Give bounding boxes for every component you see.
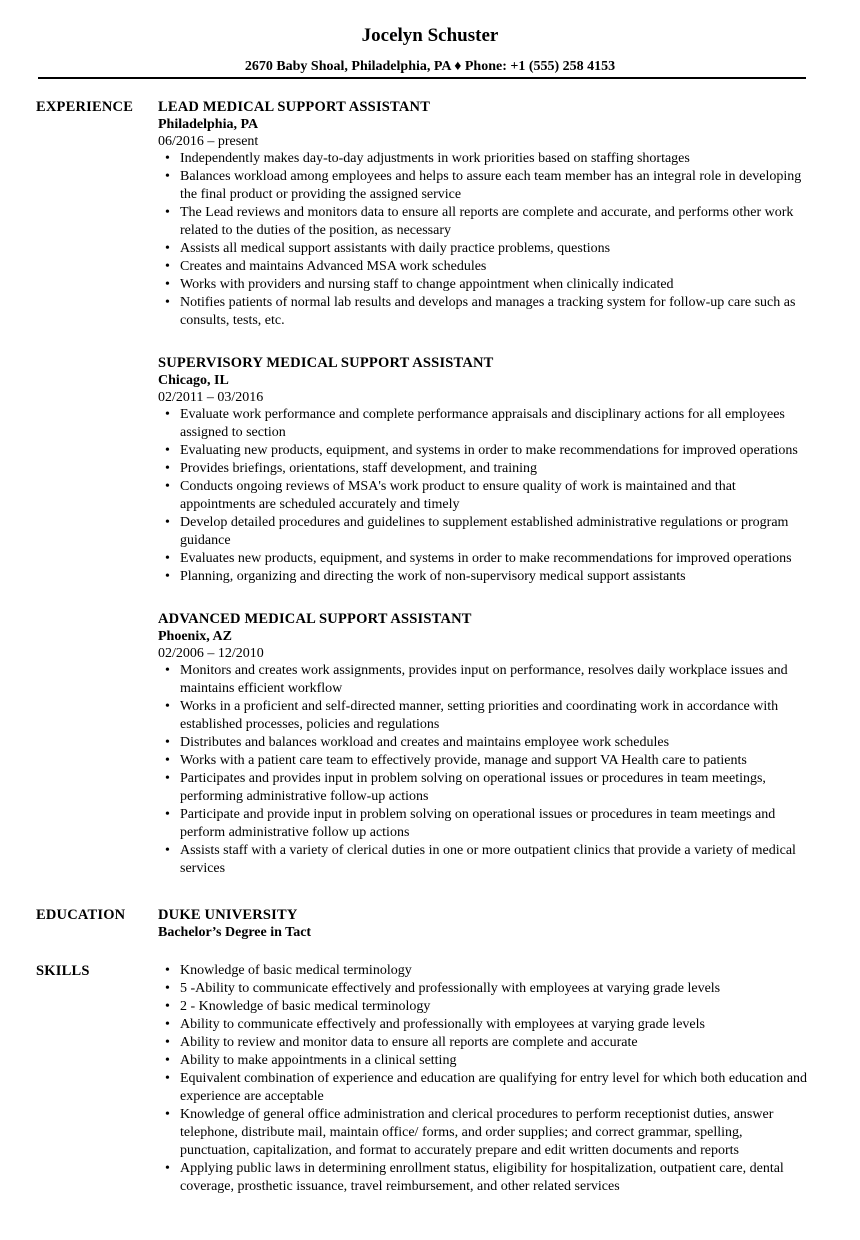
job-bullet: • Independently makes day-to-day adjustments in work priorities based on staffing shortages <box>180 150 808 168</box>
experience-body <box>158 98 808 878</box>
skill-item: • 2 - Knowledge of basic medical terminology <box>180 998 808 1016</box>
job-bullet: • Works in a proficient and self-directed manner, setting priorities and coordinating work in accordance with established processes, policies and regulations <box>180 698 808 734</box>
job-bullet: • Evaluate work performance and complete performance appraisals and disciplinary actions for all employees assigned to section <box>180 406 808 442</box>
skills-section <box>0 962 860 1196</box>
job-bullet: • Participates and provides input in problem solving on operational issues or procedures in team meetings, performing administrative follow-up actions <box>180 770 808 806</box>
job-entry <box>158 354 808 586</box>
job-bullet: • Participate and provide input in problem solving on operational issues or procedures in team meetings and perform administrative follow up actions <box>180 806 808 842</box>
job-bullet: • Evaluating new products, equipment, and systems in order to make recommendations for improved operations <box>180 442 808 460</box>
job-bullet: • Develop detailed procedures and guidelines to supplement established administrative regulations or program guidance <box>180 514 808 550</box>
job-entry <box>158 610 808 878</box>
skill-item: • Knowledge of basic medical terminology <box>180 962 808 980</box>
job-bullet: • Conducts ongoing reviews of MSA's work product to ensure quality of work is maintained and that appointments are scheduled accurately and timely <box>180 478 808 514</box>
job-location: Phoenix, AZ <box>158 629 232 644</box>
job-bullets <box>158 406 808 586</box>
header-divider <box>38 77 806 79</box>
job-bullet: • Planning, organizing and directing the work of non-supervisory medical support assistants <box>180 568 808 586</box>
skill-item: • Knowledge of general office administration and clerical procedures to perform receptionist duties, answer telephone, distribute mail, maintain office/ forms, and order supplies; and correct grammar, spelling, punctuation, capitalization, and format to accurately prepare and edit written documents and reports <box>180 1106 808 1160</box>
job-dates: 02/2011 – 03/2016 <box>158 390 264 405</box>
job-dates: 06/2016 – present <box>158 134 259 149</box>
skills-heading: SKILLS <box>36 963 90 979</box>
job-location: Philadelphia, PA <box>158 117 259 132</box>
skill-item: • Ability to communicate effectively and professionally with employees at varying grade levels <box>180 1016 808 1034</box>
job-bullet: • Notifies patients of normal lab results and develops and manages a tracking system for follow-up care such as consults, tests, etc. <box>180 294 808 330</box>
job-entry <box>158 98 808 330</box>
education-heading: EDUCATION <box>36 907 126 923</box>
job-bullet: • Works with a patient care team to effectively provide, manage and support VA Health care to patients <box>180 752 808 770</box>
job-bullet: • The Lead reviews and monitors data to ensure all reports are complete and accurate, and performs other work related to the duties of the position, as necessary <box>180 204 808 240</box>
job-title: SUPERVISORY MEDICAL SUPPORT ASSISTANT <box>158 355 494 371</box>
skill-item: • Ability to review and monitor data to ensure all reports are complete and accurate <box>180 1034 808 1052</box>
candidate-name: Jocelyn Schuster <box>361 25 499 46</box>
job-bullet: • Evaluates new products, equipment, and systems in order to make recommendations for improved operations <box>180 550 808 568</box>
education-body <box>158 906 808 942</box>
skills-list <box>158 962 808 1196</box>
degree: Bachelor’s Degree in Tact <box>158 925 312 940</box>
job-location: Chicago, IL <box>158 373 229 388</box>
job-bullet: • Creates and maintains Advanced MSA work schedules <box>180 258 808 276</box>
job-bullet: • Provides briefings, orientations, staff development, and training <box>180 460 808 478</box>
job-bullet: • Works with providers and nursing staff to change appointment when clinically indicated <box>180 276 808 294</box>
skill-item: • Applying public laws in determining enrollment status, eligibility for hospitalization, outpatient care, dental coverage, prosthetic issuance, travel reimbursement, and other related services <box>180 1160 808 1196</box>
job-bullet: • Distributes and balances workload and creates and maintains employee work schedules <box>180 734 808 752</box>
education-section <box>0 906 860 942</box>
job-dates: 02/2006 – 12/2010 <box>158 646 264 661</box>
resume-content <box>0 98 860 1196</box>
experience-section <box>0 98 860 878</box>
contact-line: 2670 Baby Shoal, Philadelphia, PA ♦ Phone: +1 (555) 258 4153 <box>244 59 616 74</box>
skill-item: • Equivalent combination of experience and education are qualifying for entry level for which both education and experience are acceptable <box>180 1070 808 1106</box>
job-bullets <box>158 150 808 330</box>
school-name: DUKE UNIVERSITY <box>158 907 298 923</box>
job-bullet: • Assists all medical support assistants with daily practice problems, questions <box>180 240 808 258</box>
experience-heading: EXPERIENCE <box>36 99 134 115</box>
skill-item: • Ability to make appointments in a clinical setting <box>180 1052 808 1070</box>
skills-body <box>158 962 808 1196</box>
job-bullet: • Balances workload among employees and helps to assure each team member has an integral role in developing the final product or providing the assigned service <box>180 168 808 204</box>
job-bullet: • Assists staff with a variety of clerical duties in one or more outpatient clinics that provide a variety of medical services <box>180 842 808 878</box>
job-title: ADVANCED MEDICAL SUPPORT ASSISTANT <box>158 611 472 627</box>
job-bullet: • Monitors and creates work assignments, provides input on performance, resolves daily workplace issues and maintains efficient workflow <box>180 662 808 698</box>
skill-item: • 5 -Ability to communicate effectively and professionally with employees at varying grade levels <box>180 980 808 998</box>
job-bullets <box>158 662 808 878</box>
job-title: LEAD MEDICAL SUPPORT ASSISTANT <box>158 99 431 115</box>
